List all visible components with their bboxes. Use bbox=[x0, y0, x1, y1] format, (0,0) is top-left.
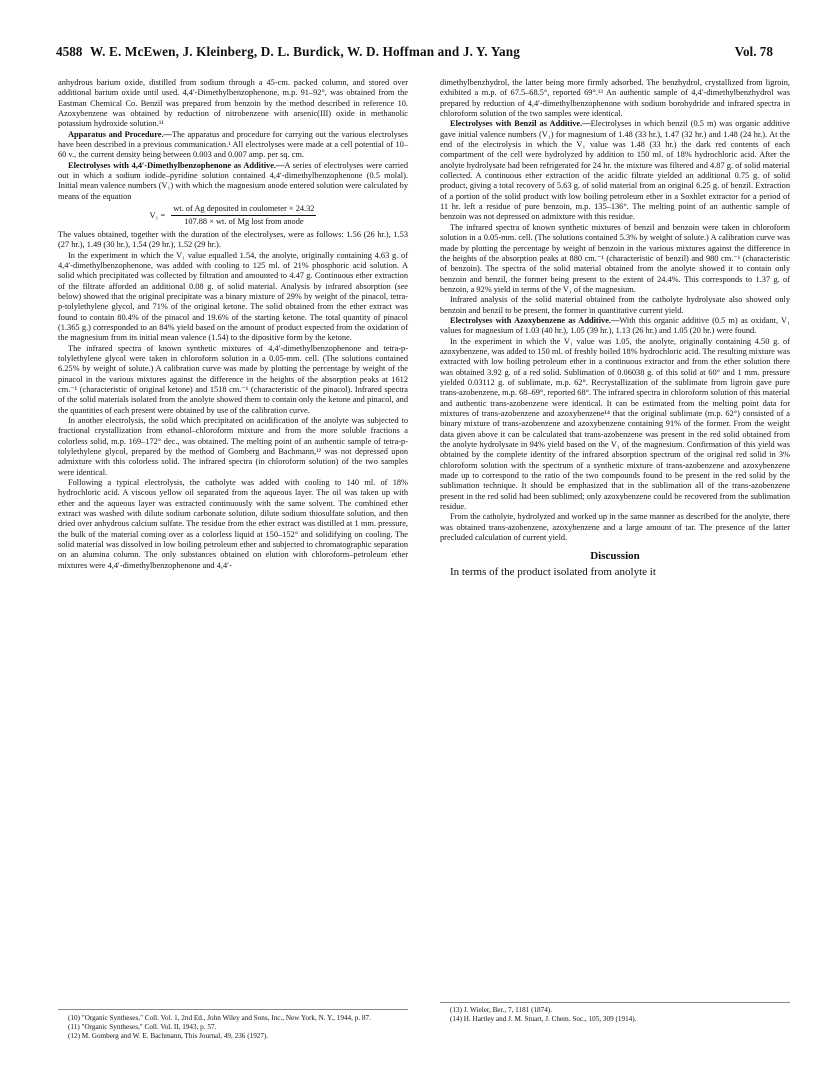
section-heading: Apparatus and Procedure.— bbox=[68, 129, 172, 139]
equation-lhs: V₁ = bbox=[149, 210, 166, 220]
footnote: (11) "Organic Syntheses," Coll. Vol. II, 1943, p. 57. bbox=[68, 1023, 217, 1032]
paragraph bbox=[440, 119, 790, 222]
footnotes-left bbox=[58, 1009, 408, 1042]
volume-label: Vol. 78 bbox=[734, 44, 773, 59]
paragraph: In the experiment in which the V₁ value equalled 1.54, the anolyte, originally containing 4.63 g. of 4,4′-dimethylbenzophenone, was added with cooling to 125 ml. of 21% phosphoric acid solution. A solid which precipitated was collected by filtration and amounted to 4.47 g. Continuous ether extraction of the filtrate afforded an additional 0.08 g. of solid material. Analysis by infrared absorption (see below) showed that the original precipitate was a binary mixture of 29% by weight of the pinacol, tetra-p-tolylethylene glycol, and 71% of the original ketone. The solid obtained from the ether extract was found to contain 80.4% of the pinacol and 19.6% of the starting ketone. The total quantity of pinacol (1.365 g.) corresponded to an 84% yield based on the amount of product expected from the oxidation of the magnesium from its initial mean valence (1.54) to the dipositive form by the ketone. bbox=[58, 250, 408, 343]
equation-numerator: wt. of Ag deposited in coulometer × 24.32 bbox=[171, 204, 316, 216]
valence-equation bbox=[58, 204, 408, 228]
footnote: (14) H. Hartley and J. M. Stuart, J. Chem. Soc., 105, 309 (1914). bbox=[450, 1015, 637, 1024]
footnote: (12) M. Gomberg and W. E. Bachmann, This Journal, 49, 236 (1927). bbox=[68, 1032, 269, 1041]
paragraph-text: A series of electrolyses were carried out in which a sodium iodide–pyridine solution contained 4,4′-dimethylbenzophenone (0.5 molal). Initial mean valence numbers (V₁) with which the magnesium anode entered solution were calculated by means of the equation bbox=[58, 160, 408, 201]
running-authors: W. E. McEwen, J. Kleinberg, D. L. Burdick, W. D. Hoffman and J. Y. Yang bbox=[90, 44, 521, 59]
paragraph: In the experiment in which the V₁ value was 1.05, the anolyte, originally containing 4.50 g. of azoxybenzene, was added to 150 ml. of freshly boiled 18% hydrochloric acid. The resulting mixture was extracted with low boiling petroleum ether in a continuous extractor and from the ether solution there was obtained 3.92 g. of a red solid. Sublimation of 0.06038 g. of this solid at 60° and 1 mm. pressure yielded 0.03112 g. of sublimate, m.p. 62°. Recrystallization of the sublimate from ligroin gave pure trans-azobenzene, m.p. 68–69°, reported 68°. The infrared spectra in chloroform solution of this material and authentic trans-azobenzene were identical. It can be estimated from the melting point data for mixtures of trans-azobenzene and azoxybenzene¹⁴ that the original sublimate (m.p. 62°) consisted of a binary mixture of trans-azobenzene and azoxybenzene containing 91% of the former. From the weight data given above it can be calculated that trans-azobenzene was present in the red solid obtained from the anolyte hydrolysate in 94% yield based on the V₁ of the magnesium. Confirmation of this yield was obtained by the complete identity of the infrared absorption spectrum of the original red solid in 3% chloroform solution with the spectrum of a synthetic mixture of trans-azobenzene and azoxybenzene made up to correspond to the ratio of the two compounds found to be present in the red solid by the sublimation technique. It should be emphasized that in the sublimation all of the trans-azobenzene present in the red solid had been sublimed; only azoxybenzene could be recovered from the sublimation residue. bbox=[440, 336, 790, 512]
running-header bbox=[56, 44, 773, 66]
footnotes-right bbox=[440, 1002, 790, 1024]
paragraph bbox=[58, 130, 408, 161]
paragraph: The infrared spectra of known synthetic mixtures of benzil and benzoin were taken in chloroform solution in a 0.05-mm. cell. (The solutions contained 5.3% by weight of solute.) A calibration curve was made by plotting the percentage by weight of benzoin in the various mixtures against the difference in the heights of the absorption peaks at 880 cm.⁻¹ (characteristic of benzil) and 980 cm.⁻¹ (characteristic of benzoin). The spectra of the solid material obtained from the anolyte showed it to contain only benzoin and benzil, the former being present to the extent of 24.4%. This corresponds to 1.37 g. of benzoin, a 92% yield in terms of the V₁ of the magnesium. bbox=[440, 222, 790, 294]
discussion-paragraph: In terms of the product isolated from anolyte it bbox=[450, 565, 656, 578]
paragraph: The values obtained, together with the duration of the electrolyses, were as follows: 1.56 (26 hr.), 1.53 (27 hr.), 1.49 (30 hr.), 1.54 (29 hr.), 1.52 (29 hr.). bbox=[58, 229, 408, 250]
paragraph: dimethylbenzhydrol, the latter being more firmly adsorbed. The benzhydrol, crystallized from ligroin, exhibited a m.p. of 67.5–68.5°, reported 69°.¹³ An authentic sample of 4,4′-dimethylbenzhydrol was prepared by reduction of 4,4′-dimethylbenzophenone with sodium borohydride and infrared spectra in chloroform solution of the two samples were identical. bbox=[440, 78, 790, 119]
discussion-heading: Discussion bbox=[590, 550, 640, 563]
section-heading: Electrolyses with 4,4′-Dimethylbenzophenone as Additive.— bbox=[68, 160, 285, 170]
equation-denominator: 107.88 × wt. of Mg lost from anode bbox=[184, 217, 304, 227]
right-column bbox=[440, 78, 790, 579]
section-heading: Electrolyses with Azoxybenzene as Additive.— bbox=[450, 315, 620, 325]
paragraph: Infrared analysis of the solid material obtained from the catholyte hydrolysate also showed only benzoin and benzil to be present, the former in quantitative current yield. bbox=[440, 295, 790, 315]
page-number: 4588 bbox=[56, 44, 83, 59]
section-heading: Electrolyses with Benzil as Additive.— bbox=[450, 119, 591, 129]
paragraph: From the catholyte, hydrolyzed and worked up in the same manner as described for the anolyte, there was obtained trans-azobenzene, azoxybenzene and a large amount of tar. The presence of the latter precluded calculation of current yield. bbox=[440, 512, 790, 543]
paragraph bbox=[440, 316, 790, 337]
paragraph-text: With this organic additive (0.5 m) as oxidant, V₁ values for magnesium of 1.03 (40 hr.), 1.05 (39 hr.), 1.13 (26 hr.) and 1.05 (20 hr.) were found. bbox=[440, 315, 790, 336]
left-column bbox=[58, 78, 408, 571]
paragraph: anhydrous barium oxide, distilled from sodium through a 45-cm. packed column, and stored over additional barium oxide until used. 4,4′-Dimethylbenzophenone, m.p. 91–92°, was obtained from the Eastman Chemical Co. Benzil was prepared from benzoin by the method described in reference 10. Azoxybenzene was obtained by reduction of nitrobenzene with arsenic(III) oxide in methanolic potassium hydroxide solution.¹¹ bbox=[58, 78, 408, 129]
paragraph: In another electrolysis, the solid which precipitated on acidification of the anolyte was subjected to fractional crystallization from ethanol–chloroform mixture and from the more soluble fractions a colorless solid, m.p. 169–172° dec., was obtained. The melting point of an authentic sample of tetra-p-tolylethylene glycol, prepared by the method of Gomberg and Bachmann,¹² was not depressed upon admixture with this colorless solid. The infrared spectra (in chloroform solution) of the two samples were identical. bbox=[58, 416, 408, 477]
footnote: (13) J. Wieler, Ber., 7, 1181 (1874). bbox=[450, 1006, 553, 1014]
paragraph bbox=[58, 161, 408, 202]
paragraph: Following a typical electrolysis, the catholyte was added with cooling to 140 ml. of 18% hydrochloric acid. A viscous yellow oil separated from the aqueous layer. The oil was taken up with ether and the aqueous layer was extracted continuously with the same solvent. The combined ether extract was washed with dilute sodium carbonate solution, dilute sodium thiosulfate solution, and then dried over anhydrous calcium sulfate. The residue from the ether extract was distilled at 1 mm. pressure, the bulk of the material coming over as a colorless liquid at 150–152° and solidifying on cooling. The solid material was dissolved in low boiling petroleum ether and subjected to chromatographic separation on an alumina column. The only substances obtained on elution with chloroform–petroleum ether mixtures were 4,4′-dimethylbenzophenone and 4,4′- bbox=[58, 478, 408, 570]
equation-fraction bbox=[171, 204, 316, 228]
paragraph: The infrared spectra of known synthetic mixtures of 4,4′-dimethylbenzophenone and tetra-p-tolylethylene glycol were taken in chloroform solution in a 0.05-mm. cell. (The solutions contained 6.25% by weight of solute.) A calibration curve was made by plotting the percentage by weight of the pinacol in the various mixtures against the difference in the heights of the absorption peaks at 1612 cm.⁻¹ (characteristic of original ketone) and 1518 cm.⁻¹ (characteristic of the pinacol). Infrared spectra of the solid materials isolated from the anolyte showed them to contain only the ketone and pinacol, and the quantities of each present were obtained by use of the calibration curve. bbox=[58, 343, 408, 415]
footnote: (10) "Organic Syntheses," Coll. Vol. 1, 2nd Ed., John Wiley and Sons, Inc., New York, N. Y., 1944, p. 87. bbox=[68, 1014, 371, 1022]
paragraph-text: The apparatus and procedure for carrying out the various electrolyses have been described in a previous communication.¹ All electrolyses were made at a cell potential of 10–60 v., the current density being between 0.003 and 0.007 amp. per sq. cm. bbox=[58, 129, 409, 160]
paragraph-text: Electrolyses in which benzil (0.5 m) was organic additive gave initial valence numbers (V₁) for magnesium of 1.48 (33 hr.), 1.47 (32 hr.) and 1.48 (24 hr.). At the end of the electrolysis in which the V₁ value was 1.48 (33 hr.) the dark red contents of each compartment of the cell were hydrolyzed by addition to 150 ml. of 18% hydrochloric acid. After the anolyte hydrolysate had been refrigerated for 24 hr. the mixture was filtered and 4.87 g. of solid material collected. A continuous ether extraction of the acidic filtrate yielded an additional 0.75 g. of solid product, giving a total recovery of 5.63 g. of solid material from an original 6.25 g. of benzil. Extraction of a portion of the solid product with low boiling petroleum ether in a Soxhlet extractor for a period of 11 hr. left a residue of pure benzoin, m.p. 135–136°. The melting point of an authentic sample of benzoin was not depressed on admixture with this residue. bbox=[440, 119, 790, 222]
